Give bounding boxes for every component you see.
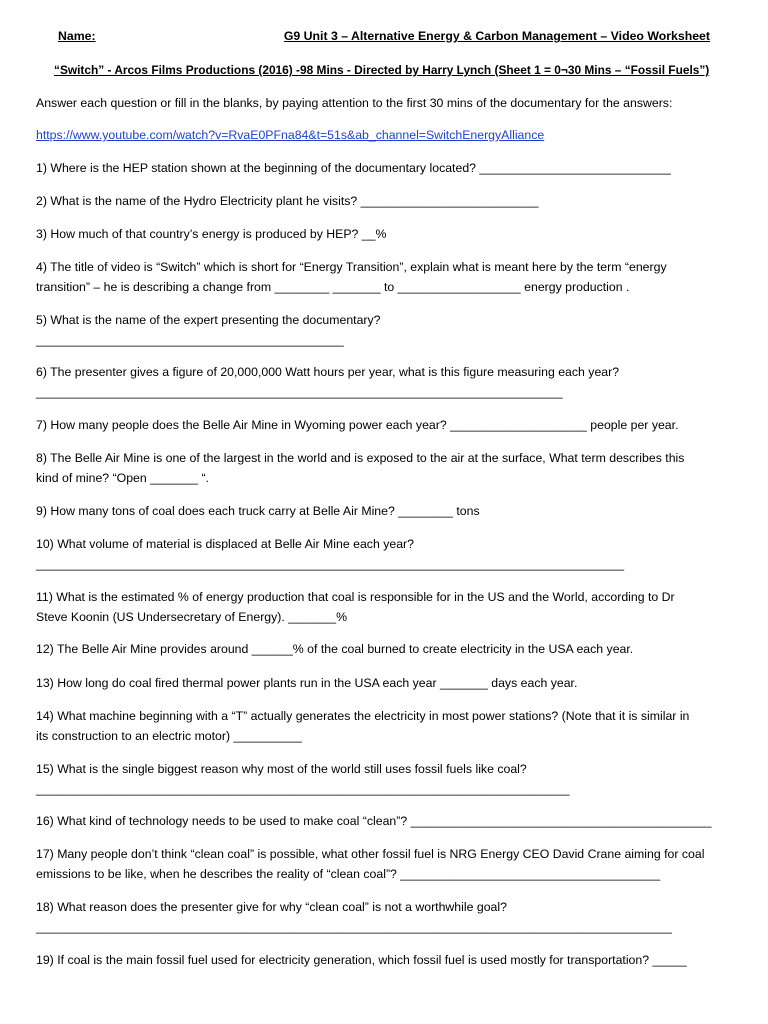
question-19: 19) If coal is the main fossil fuel used for electricity generation, which fossil fuel is used mostly for transportation? _____ — [36, 953, 687, 967]
question-5: 5) What is the name of the expert presenting the documentary? — [36, 313, 381, 327]
worksheet-title: G9 Unit 3 – Alternative Energy & Carbon Management – Video Worksheet — [283, 29, 710, 43]
question-4-line-2: transition” – he is describing a change from ________ _______ to __________________ energy production . — [36, 280, 630, 294]
question-6: 6) The presenter gives a figure of 20,000,000 Watt hours per year, what is this figure measuring each year? — [36, 365, 620, 379]
question-17-line-1: 17) Many people don’t think “clean coal” is possible, what other fossil fuel is NRG Energy CEO David Crane aiming for coal — [36, 847, 705, 861]
question-18: 18) What reason does the presenter give for why “clean coal” is not a worthwhile goal? — [36, 900, 507, 914]
question-12: 12) The Belle Air Mine provides around ______% of the coal burned to create electricity in the USA each year. — [36, 642, 634, 656]
question-11-line-1: 11) What is the estimated % of energy production that coal is responsible for in the US and the World, according to Dr — [36, 590, 675, 604]
question-14-line-2: its construction to an electric motor) __________ — [36, 729, 302, 743]
question-10-answer-line: ______________________________________________________________________________________ — [36, 557, 625, 571]
question-11-line-2: Steve Koonin (US Undersecretary of Energy). _______% — [36, 610, 348, 624]
video-link-line — [36, 126, 732, 145]
question-8-line-2: kind of mine? “Open _______ “. — [36, 471, 209, 485]
question-15-answer-line: ______________________________________________________________________________ — [36, 782, 570, 796]
question-2: 2) What is the name of the Hydro Electricity plant he visits? __________________________ — [36, 194, 539, 208]
question-6-answer-line: _____________________________________________________________________________ — [36, 385, 563, 399]
name-label: Name: — [58, 29, 96, 43]
question-14-line-1: 14) What machine beginning with a “T” actually generates the electricity in most power stations? (Note that it is similar in — [36, 709, 690, 723]
question-3: 3) How much of that country’s energy is produced by HEP? __% — [36, 227, 387, 241]
question-8-line-1: 8) The Belle Air Mine is one of the largest in the world and is exposed to the air at the surface, What term describes this — [36, 451, 685, 465]
question-10: 10) What volume of material is displaced at Belle Air Mine each year? — [36, 537, 414, 551]
question-15: 15) What is the single biggest reason why most of the world still uses fossil fuels like coal? — [36, 762, 527, 776]
question-7: 7) How many people does the Belle Air Mine in Wyoming power each year? ____________________ people per year. — [36, 418, 679, 432]
question-5-answer-line: _____________________________________________ — [36, 333, 344, 347]
question-9: 9) How many tons of coal does each truck carry at Belle Air Mine? ________ tons — [36, 504, 480, 518]
question-16: 16) What kind of technology needs to be used to make coal “clean”? ____________________________________________ — [36, 814, 712, 828]
worksheet-header — [58, 27, 710, 46]
question-17-line-2: emissions to be like, when he describes the reality of “clean coal”? ______________________________________ — [36, 867, 661, 881]
question-1: 1) Where is the HEP station shown at the beginning of the documentary located? ____________________________ — [36, 161, 671, 175]
worksheet-subtitle: “Switch” - Arcos Films Productions (2016) -98 Mins - Directed by Harry Lynch (Sheet 1 = 0¬30 Mins – “Fossil Fuels”) — [54, 63, 710, 77]
question-13: 13) How long do coal fired thermal power plants run in the USA each year _______ days each year. — [36, 676, 578, 690]
instructions-text: Answer each question or fill in the blanks, by paying attention to the first 30 mins of the documentary for the answers: — [36, 96, 673, 110]
question-4-line-1: 4) The title of video is “Switch” which is short for “Energy Transition”, explain what is meant here by the term “energy — [36, 260, 667, 274]
question-18-answer-line: _____________________________________________________________________________________________ — [36, 920, 673, 934]
video-link[interactable]: https://www.youtube.com/watch?v=RvaE0PFna84&t=51s&ab_channel=SwitchEnergyAlliance — [36, 128, 545, 142]
